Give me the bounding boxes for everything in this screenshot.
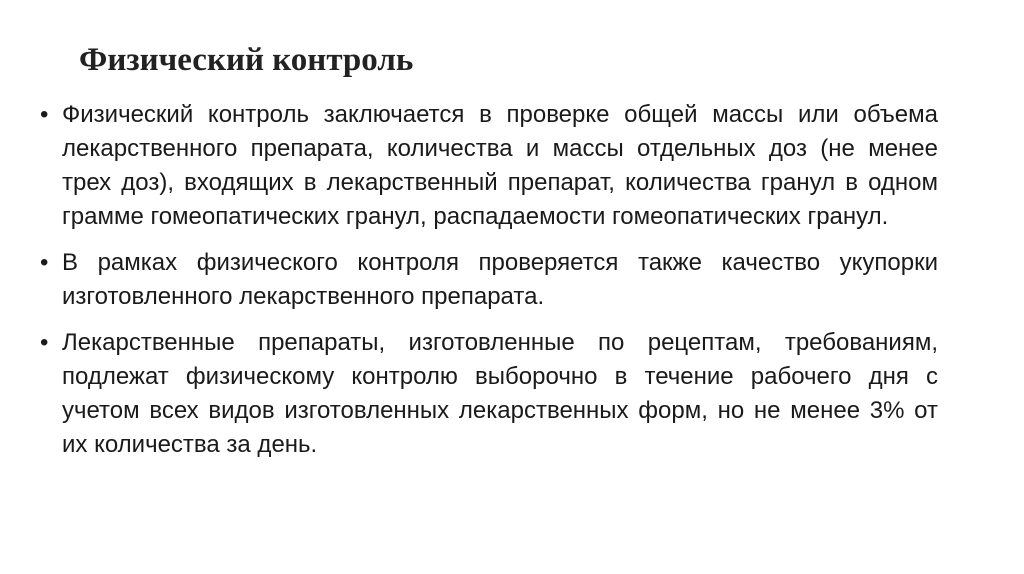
slide-title: Физический контроль bbox=[79, 42, 414, 78]
bullet-dot-icon: • bbox=[40, 329, 49, 356]
bullet-text: В рамках физического контроля проверяется также качество укупорки изготовленного лекарственного препарата. bbox=[62, 249, 938, 310]
bullet-text: Физический контроль заключается в проверке общей массы или объема лекарственного препарата, количества и массы отдельных доз (не менее трех доз), входящих в лекарственный препарат, количества гранул в одном грамме гомеопатических гранул, распадаемости гомеопатических гранул. bbox=[62, 101, 938, 230]
bullet-item-closure-quality bbox=[40, 246, 938, 314]
bullet-text: Лекарственные препараты, изготовленные по рецептам, требованиям, подлежат физическому контролю выборочно в течение рабочего дня с учетом всех видов изготовленных лекарственных форм, но не менее 3% от их количества за день. bbox=[62, 329, 938, 458]
bullet-list bbox=[40, 98, 938, 474]
bullet-dot-icon: • bbox=[40, 101, 49, 128]
bullet-item-selective-control bbox=[40, 326, 938, 462]
bullet-item-physical-control-definition bbox=[40, 98, 938, 234]
bullet-dot-icon: • bbox=[40, 249, 49, 276]
